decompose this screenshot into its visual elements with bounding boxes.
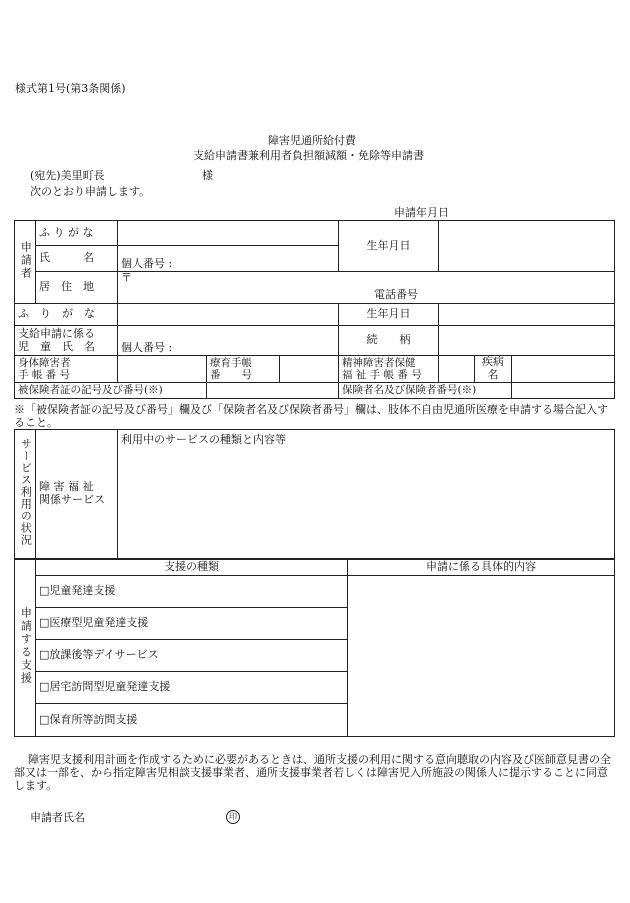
disease-field[interactable]	[512, 356, 615, 383]
disease-label: 疾病名	[475, 356, 512, 383]
applicant-name-label: 氏 名	[36, 246, 118, 272]
applicant-personal-number-label: 個人番号 :	[121, 257, 173, 271]
applicant-birth-field[interactable]	[439, 221, 615, 272]
support-option-medical-child-development[interactable]: □医療型児童発達支援	[36, 608, 348, 640]
mental-handbook-field[interactable]	[439, 356, 475, 383]
applicant-table	[14, 220, 615, 399]
applicant-furigana-label: ふ り が な	[36, 221, 118, 246]
consent-text: 障害児支援利用計画を作成するために必要があるときは、通所支援の利用に関する意向聴取の内容及び医師意見書の全部又は一部を、から指定障害児相談支援事業者、通所支援事業者若しくは障害児入所施設の関係人に提示することに同意します。	[14, 753, 611, 792]
support-content-header: 申請に係る具体的内容	[348, 560, 615, 576]
support-table	[14, 559, 615, 737]
addressee-honorific: 様	[202, 169, 213, 182]
insurer-label: 保険者名及び保険者番号(※)	[339, 383, 512, 399]
child-name-label: 支給申請に係る 児 童 氏 名	[15, 326, 118, 356]
insurance-note: ※「被保険者証の記号及び番号」欄及び「保険者名及び保険者番号」欄は、肢体不自由児通所医療を申請する場合記入すること。	[14, 403, 608, 429]
service-content-field[interactable]	[118, 430, 615, 559]
applicant-name-field[interactable]	[118, 246, 339, 272]
applicant-address-field[interactable]	[118, 272, 615, 304]
support-option-nursery-visit-support[interactable]: □保育所等訪問支援	[36, 704, 348, 737]
form-number: 様式第1号(第3条関係)	[15, 82, 126, 95]
insurer-field[interactable]	[512, 383, 615, 399]
seal-mark: 印	[226, 810, 240, 824]
child-name-field[interactable]	[118, 326, 339, 356]
support-option-home-visit-development[interactable]: □居宅訪問型児童発達支援	[36, 672, 348, 704]
service-status-label: サービス利用の状況	[15, 430, 36, 559]
child-birth-field[interactable]	[439, 304, 615, 326]
applicant-section-label: 申請者	[15, 221, 36, 304]
service-content-label: 利用中のサービスの種類と内容等	[121, 433, 286, 446]
insured-number-field[interactable]	[207, 383, 339, 399]
addressee: (宛先)美里町長	[30, 169, 105, 182]
child-relation-field[interactable]	[439, 326, 615, 356]
mental-handbook-label: 精神障害者保健 福 祉 手 帳 番 号	[339, 356, 439, 383]
child-personal-number-label: 個人番号 :	[121, 341, 173, 355]
child-relation-label: 続 柄	[339, 326, 439, 356]
applicant-address-label: 居 住 地	[36, 272, 118, 304]
support-type-header: 支援の種類	[36, 560, 348, 576]
support-option-after-school-day-service[interactable]: □放課後等デイサービス	[36, 640, 348, 672]
ryoiku-handbook-field[interactable]	[280, 356, 339, 383]
child-furigana-field[interactable]	[118, 304, 339, 326]
service-status-table	[14, 429, 615, 559]
support-content-field[interactable]	[348, 576, 615, 737]
support-section-label: 申請する支援	[15, 560, 36, 737]
postal-mark: 〒	[121, 271, 132, 284]
applicant-signature-label: 申請者氏名	[30, 811, 85, 824]
child-birth-label: 生年月日	[339, 304, 439, 326]
physical-handbook-field[interactable]	[118, 356, 207, 383]
title-line2: 支給申請書兼利用者負担額減額・免除等申請書	[193, 149, 424, 162]
support-option-child-development[interactable]: □児童発達支援	[36, 576, 348, 608]
applicant-furigana-field[interactable]	[118, 221, 339, 246]
applicant-birth-label: 生年月日	[339, 221, 439, 272]
intro-text: 次のとおり申請します。	[30, 185, 151, 198]
physical-handbook-label: 身体障害者 手 帳 番 号	[15, 356, 118, 383]
child-furigana-label: ふ り が な	[15, 304, 118, 326]
applicant-phone-label: 電話番号	[374, 288, 418, 301]
application-date-label: 申請年月日	[394, 206, 449, 219]
title-line1: 障害児通所給付費	[268, 134, 356, 147]
ryoiku-handbook-label: 療育手帳 番 号	[207, 356, 280, 383]
insured-number-label: 被保険者証の記号及び番号(※)	[15, 383, 207, 399]
welfare-service-label: 障 害 福 祉 関係サービス	[36, 430, 118, 559]
